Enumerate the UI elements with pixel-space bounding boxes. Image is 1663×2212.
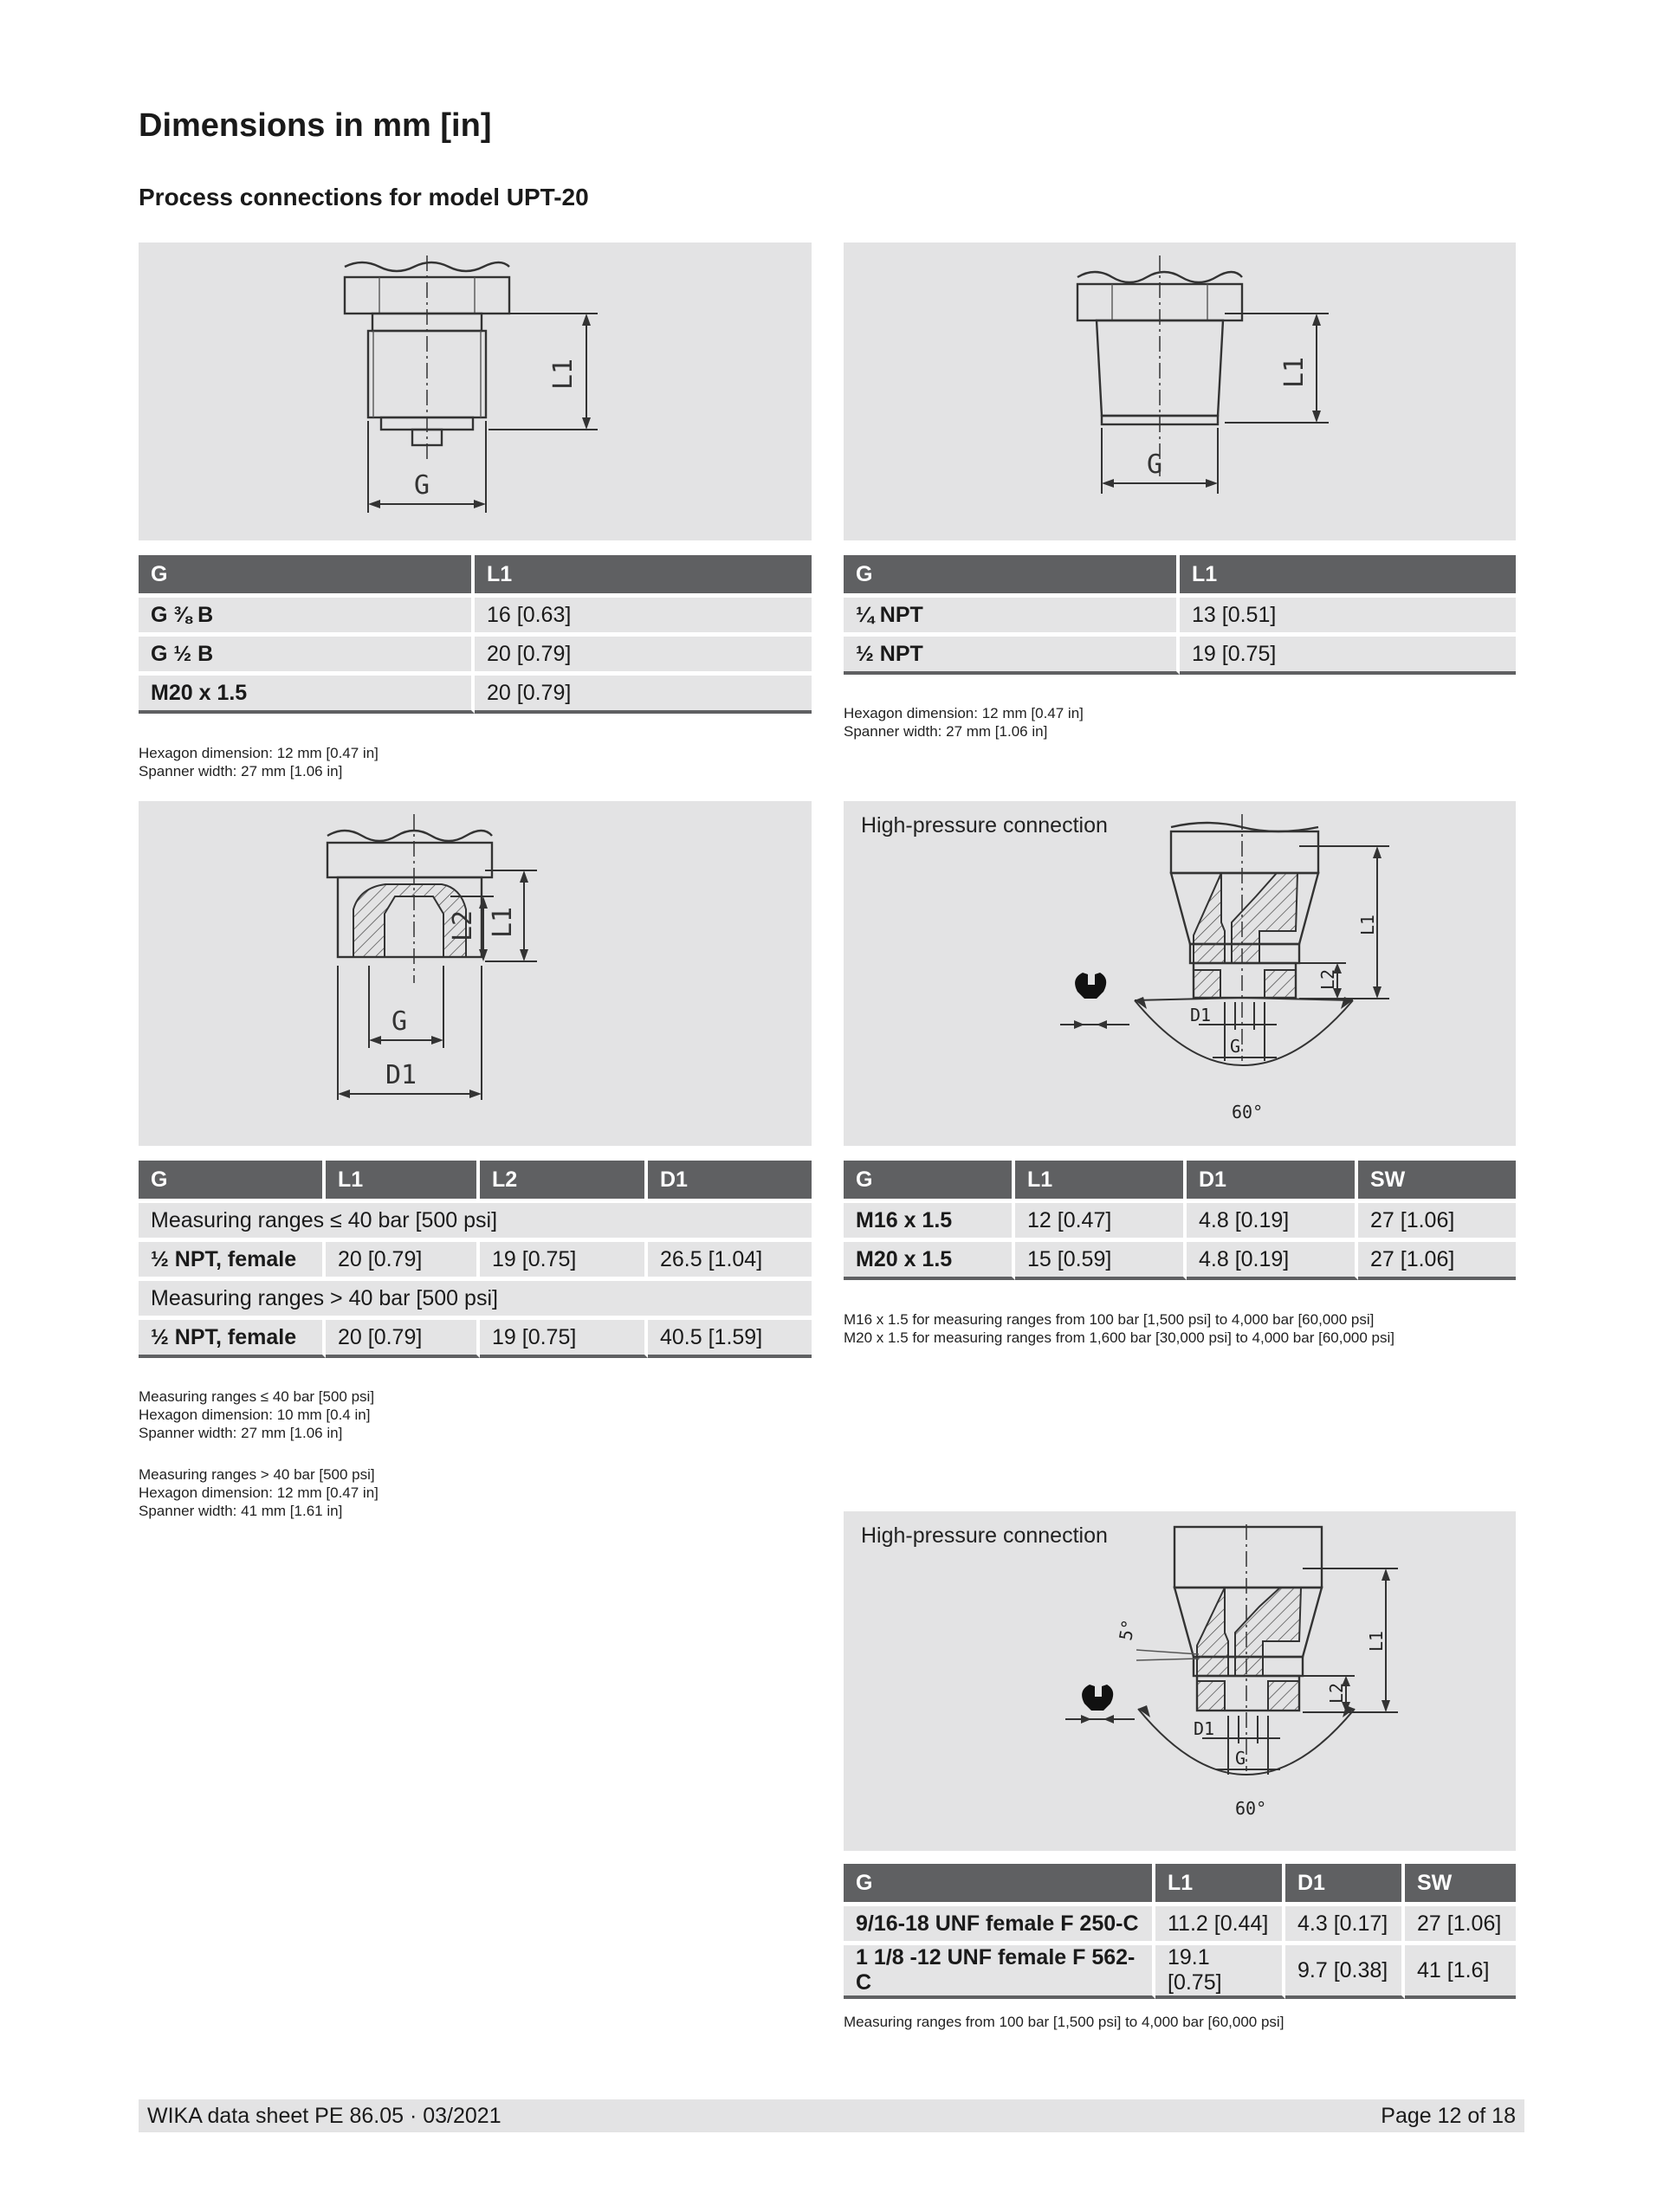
table-row (844, 1199, 1516, 1238)
angle-label: 60° (1232, 1102, 1264, 1122)
col-g: G (844, 555, 1180, 593)
cell-g: M20 x 1.5 (139, 671, 475, 714)
table-row (844, 593, 1516, 632)
cell-g: ½ NPT (844, 632, 1180, 675)
col-l1: L1 (1180, 555, 1516, 593)
g-label: G (1235, 1748, 1246, 1769)
cell-d1: 4.3 [0.17] (1285, 1902, 1405, 1941)
cell-l1: 15 [0.59] (1015, 1238, 1187, 1280)
table-female-thread (139, 1161, 812, 1358)
drawing-high-pressure-2 (844, 1511, 1516, 1851)
drawing-male-thread (139, 243, 812, 540)
drawing-panel-3 (139, 801, 812, 1146)
cell-g: ½ NPT, female (139, 1238, 326, 1277)
col-l2: L2 (480, 1161, 648, 1199)
l1-label: L1 (1366, 1630, 1387, 1652)
footer-doc-id: WIKA data sheet PE 86.05 · 03/2021 (147, 2104, 501, 2128)
g-label: G (1147, 450, 1163, 480)
cell-l1: 20 [0.79] (475, 632, 812, 671)
drawing-npt-thread (844, 243, 1516, 540)
note-line: Measuring ranges ≤ 40 bar [500 psi] (139, 1388, 375, 1405)
col-d1: D1 (648, 1161, 812, 1199)
cell-g: G ½ B (139, 632, 475, 671)
cell-g: ¼ NPT (844, 593, 1180, 632)
cell-l1: 20 [0.79] (326, 1316, 480, 1358)
l2-label: L2 (448, 909, 478, 941)
table-group-row (139, 1277, 812, 1316)
cell-g: 9/16-18 UNF female F 250-C (844, 1902, 1155, 1941)
note-line: Spanner width: 27 mm [1.06 in] (139, 1425, 343, 1441)
cell-sw: 27 [1.06] (1405, 1902, 1516, 1941)
section-subtitle: Process connections for model UPT-20 (139, 184, 589, 210)
table-row (139, 1238, 812, 1277)
table-row (844, 1238, 1516, 1280)
note-line: Spanner width: 41 mm [1.61 in] (139, 1503, 343, 1519)
cell-sw: 41 [1.6] (1405, 1941, 1516, 1999)
note-table4 (844, 1310, 1394, 1347)
note-line: M20 x 1.5 for measuring ranges from 1,600 bar [30,000 psi] to 4,000 bar [60,000 psi] (844, 1329, 1394, 1346)
cell-l1: 20 [0.79] (326, 1238, 480, 1277)
cell-d1: 4.8 [0.19] (1187, 1238, 1358, 1280)
l1-label: L1 (488, 906, 518, 938)
col-l1: L1 (326, 1161, 480, 1199)
col-g: G (139, 1161, 326, 1199)
cell-l1: 19.1 [0.75] (1155, 1941, 1285, 1999)
note-line: M16 x 1.5 for measuring ranges from 100 bar [1,500 psi] to 4,000 bar [60,000 psi] (844, 1311, 1375, 1328)
col-sw: SW (1405, 1864, 1516, 1902)
cell-l2: 19 [0.75] (480, 1316, 648, 1358)
cell-d1: 40.5 [1.59] (648, 1316, 812, 1358)
note-table1 (139, 744, 379, 780)
table-row (844, 1941, 1516, 1999)
note-line: Spanner width: 27 mm [1.06 in] (844, 723, 1048, 740)
note-line: Spanner width: 27 mm [1.06 in] (139, 763, 343, 779)
drawing-panel-2 (844, 243, 1516, 540)
spanner-icon (1075, 973, 1106, 999)
group-label: Measuring ranges > 40 bar [500 psi] (139, 1277, 812, 1316)
cell-sw: 27 [1.06] (1358, 1199, 1516, 1238)
note-line: Measuring ranges > 40 bar [500 psi] (139, 1466, 375, 1483)
note-line: Measuring ranges from 100 bar [1,500 psi] to 4,000 bar [60,000 psi] (844, 2014, 1284, 2030)
spanner-icon (1082, 1685, 1113, 1711)
note-table3-a (139, 1387, 374, 1442)
group-label: Measuring ranges ≤ 40 bar [500 psi] (139, 1199, 812, 1238)
table-row (844, 1902, 1516, 1941)
cell-g: M20 x 1.5 (844, 1238, 1015, 1280)
col-g: G (844, 1161, 1015, 1199)
note-table5 (844, 2013, 1284, 2031)
l1-label: L1 (1279, 356, 1310, 388)
drawing-panel-5 (844, 1511, 1516, 1851)
table-g-l1-npt (844, 555, 1516, 675)
cell-l1: 20 [0.79] (475, 671, 812, 714)
page-title: Dimensions in mm [in] (139, 107, 492, 144)
note-table2 (844, 704, 1084, 741)
col-l1: L1 (1155, 1864, 1285, 1902)
angle-label: 60° (1235, 1798, 1267, 1819)
d1-label: D1 (1190, 1005, 1212, 1025)
cell-l1: 16 [0.63] (475, 593, 812, 632)
cell-g: M16 x 1.5 (844, 1199, 1015, 1238)
cell-g: G ⅜ B (139, 593, 475, 632)
l1-label: L1 (548, 358, 579, 390)
col-sw: SW (1358, 1161, 1516, 1199)
cell-g: ½ NPT, female (139, 1316, 326, 1358)
table-group-row (139, 1199, 812, 1238)
cell-l1: 12 [0.47] (1015, 1199, 1187, 1238)
panel-title: High-pressure connection (861, 813, 1108, 838)
g-label: G (1230, 1036, 1241, 1057)
col-g: G (844, 1864, 1155, 1902)
cell-sw: 27 [1.06] (1358, 1238, 1516, 1280)
drawing-female-thread (139, 801, 812, 1146)
table-row (139, 1316, 812, 1358)
table-high-pressure-2 (844, 1864, 1516, 1999)
l1-label: L1 (1357, 914, 1378, 935)
col-l1: L1 (1015, 1161, 1187, 1199)
drawing-panel-1 (139, 243, 812, 540)
table-g-l1-male (139, 555, 812, 714)
note-line: Hexagon dimension: 12 mm [0.47 in] (139, 745, 379, 761)
col-d1: D1 (1285, 1864, 1405, 1902)
l2-label: L2 (1317, 968, 1338, 990)
table-high-pressure-1 (844, 1161, 1516, 1280)
d1-label: D1 (385, 1060, 417, 1090)
angle-5-label: 5° (1115, 1617, 1140, 1642)
cell-l1: 11.2 [0.44] (1155, 1902, 1285, 1941)
note-line: Hexagon dimension: 10 mm [0.4 in] (139, 1407, 371, 1423)
note-table3-b (139, 1465, 379, 1520)
table-row (139, 671, 812, 714)
panel-title: High-pressure connection (861, 1523, 1108, 1548)
table-row (844, 632, 1516, 675)
cell-d1: 4.8 [0.19] (1187, 1199, 1358, 1238)
drawing-high-pressure-1 (844, 801, 1516, 1146)
drawing-panel-4 (844, 801, 1516, 1146)
col-g: G (139, 555, 475, 593)
g-label: G (391, 1006, 408, 1037)
cell-d1: 26.5 [1.04] (648, 1238, 812, 1277)
note-line: Hexagon dimension: 12 mm [0.47 in] (139, 1484, 379, 1501)
table-row (139, 632, 812, 671)
cell-g: 1 1/8 -12 UNF female F 562-C (844, 1941, 1155, 1999)
cell-d1: 9.7 [0.38] (1285, 1941, 1405, 1999)
cell-l2: 19 [0.75] (480, 1238, 648, 1277)
table-row (139, 593, 812, 632)
col-d1: D1 (1187, 1161, 1358, 1199)
footer-page-number: Page 12 of 18 (1381, 2104, 1516, 2128)
l2-label: L2 (1326, 1682, 1347, 1704)
page-footer (139, 2099, 1524, 2132)
note-line: Hexagon dimension: 12 mm [0.47 in] (844, 705, 1084, 721)
cell-l1: 19 [0.75] (1180, 632, 1516, 675)
g-label: G (414, 470, 430, 501)
cell-l1: 13 [0.51] (1180, 593, 1516, 632)
d1-label: D1 (1194, 1718, 1215, 1739)
col-l1: L1 (475, 555, 812, 593)
